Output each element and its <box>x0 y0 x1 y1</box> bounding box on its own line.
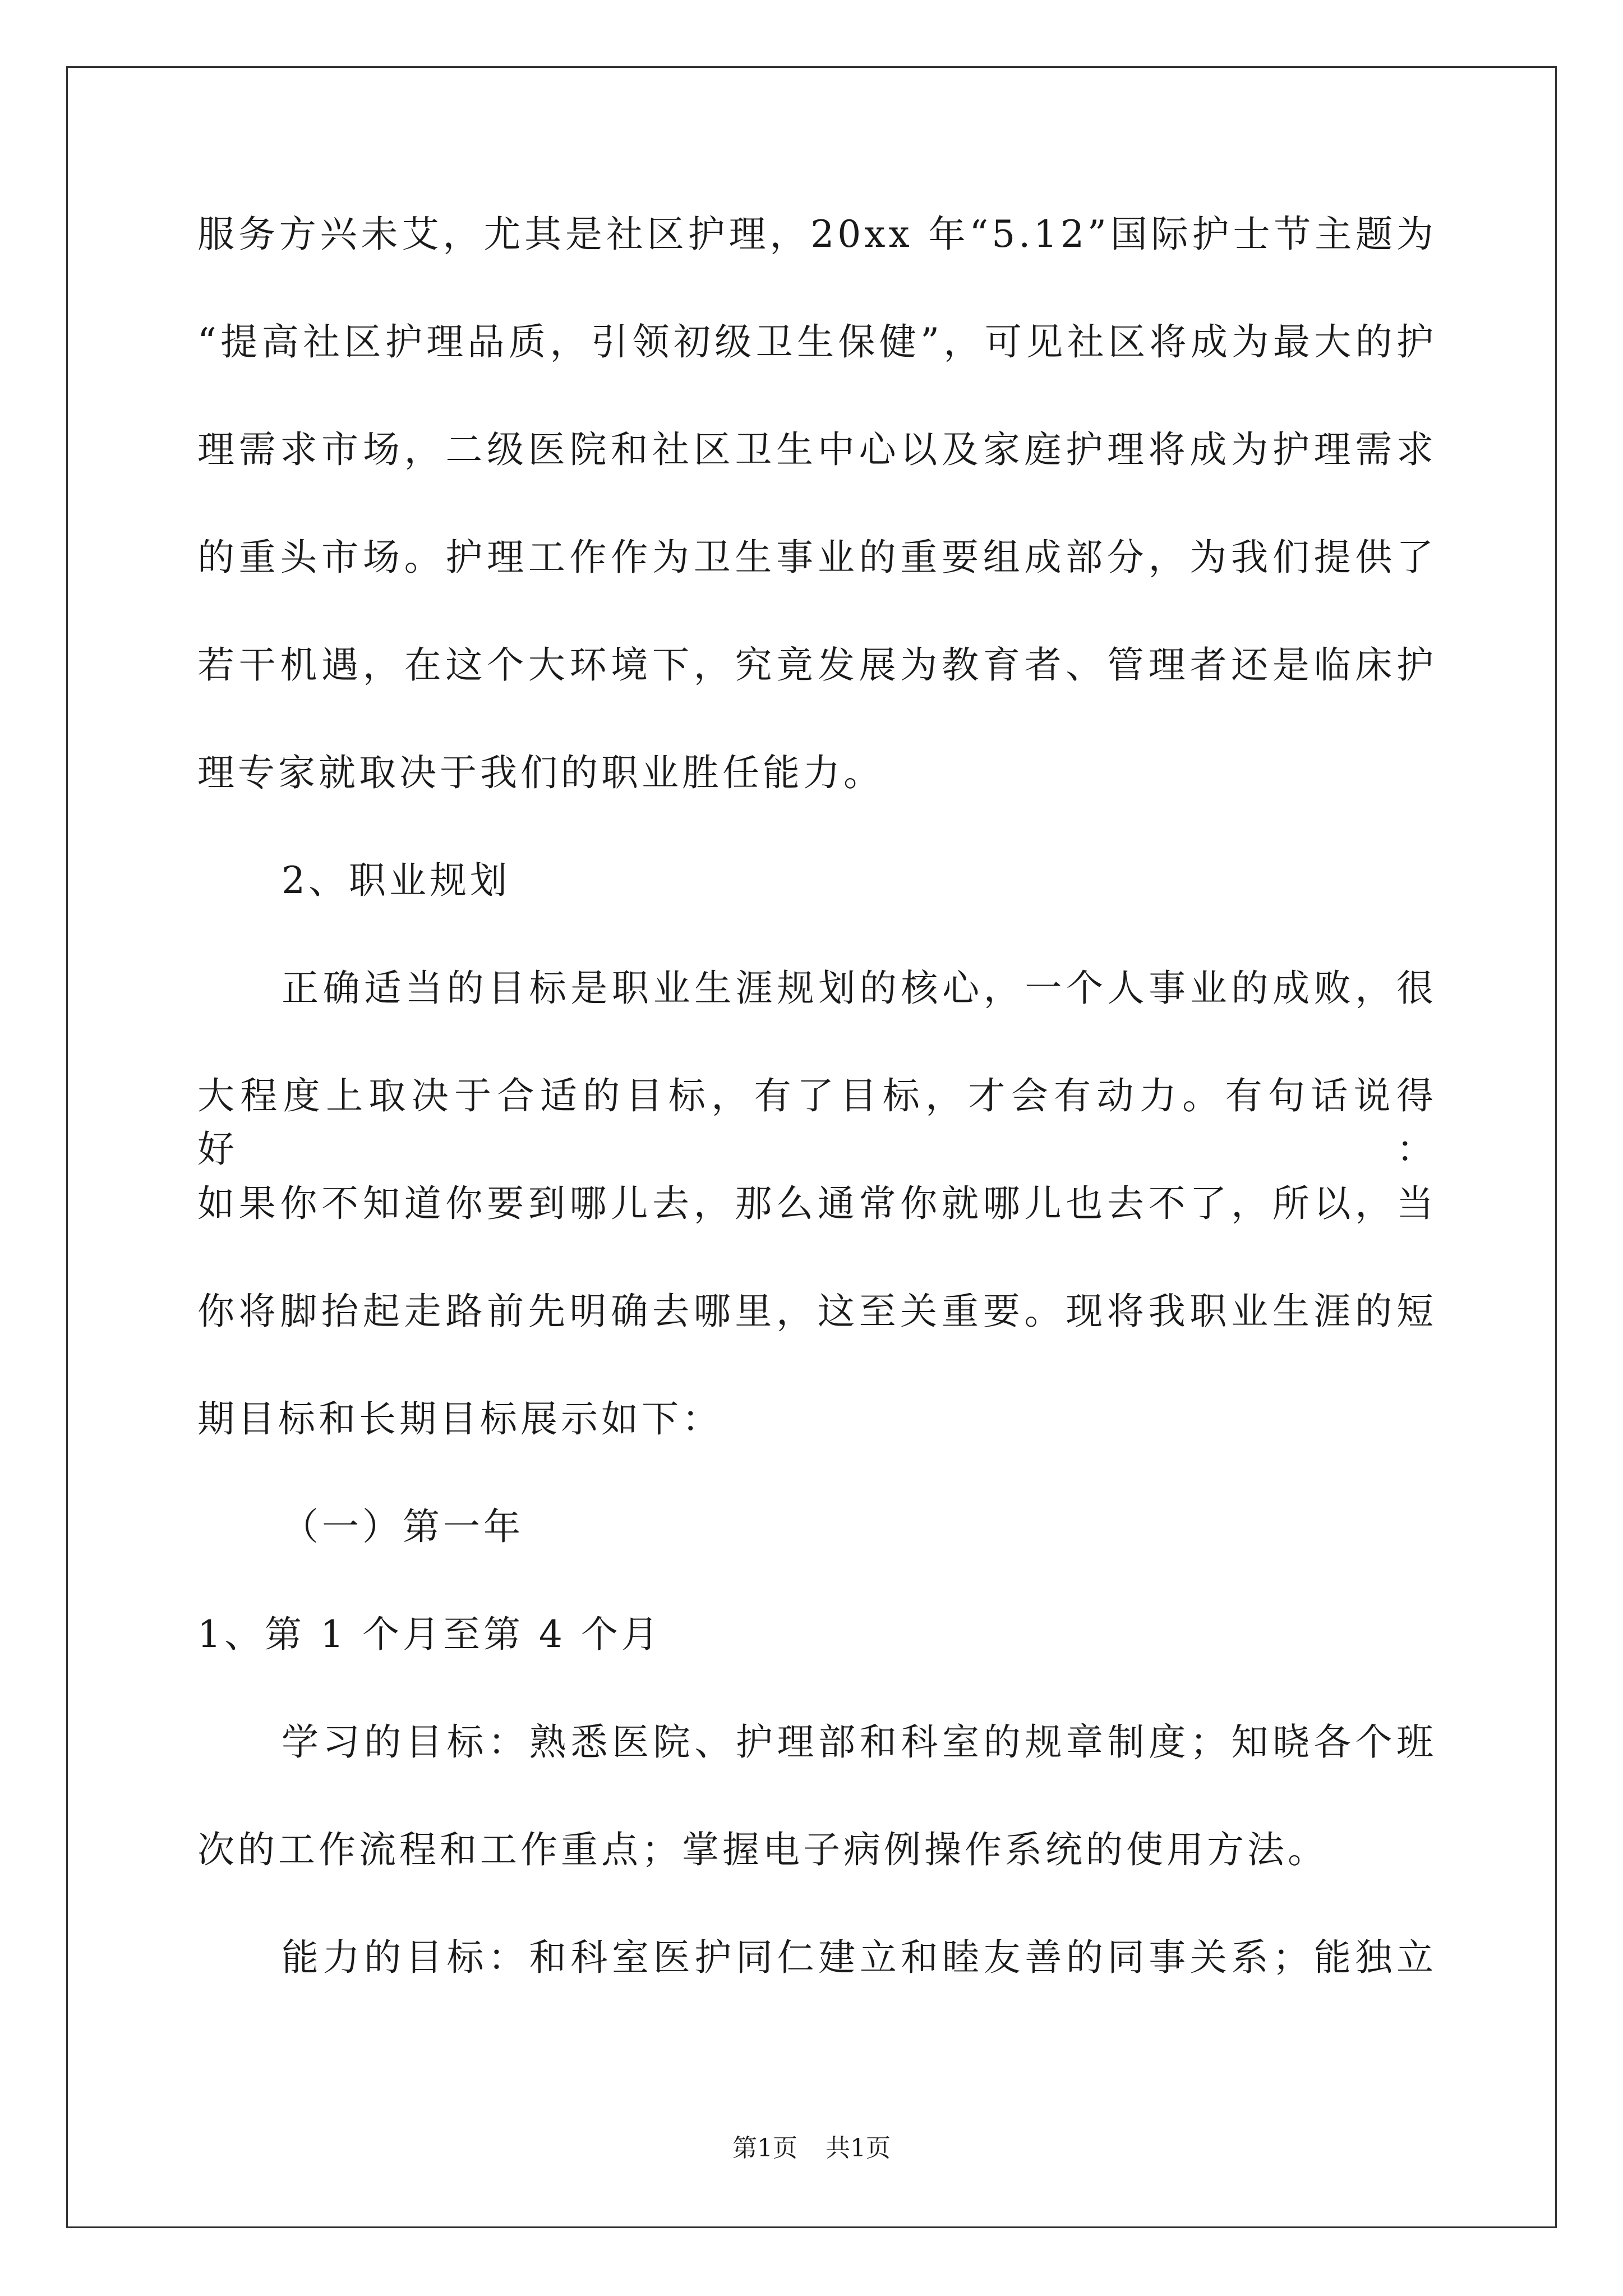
text-line: 期目标和长期目标展示如下： <box>197 1397 722 1441</box>
paragraph-start-line: 正确适当的目标是职业生涯规划的核心，一个人事业的成败，很 <box>282 967 1437 1010</box>
text-line: 大程度上取决于合适的目标，有了目标，才会有动力。有句话说得好： <box>197 1074 1437 1171</box>
section-heading: 2、职业规划 <box>282 859 510 902</box>
subsection-heading: 1、第 1 个月至第 4 个月 <box>197 1613 662 1656</box>
page-number: 第1页 <box>732 2134 797 2162</box>
page-footer <box>0 2132 1623 2165</box>
subsection-heading: （一）第一年 <box>282 1505 524 1548</box>
text-line: 你将脚抬起走路前先明确去哪里，这至关重要。现将我职业生涯的短 <box>197 1290 1437 1333</box>
text-line: 理专家就取决于我们的职业胜任能力。 <box>197 751 884 794</box>
text-line: 的重头市场。护理工作作为卫生事业的重要组成部分，为我们提供了 <box>197 536 1437 579</box>
page-total: 共1页 <box>826 2134 891 2162</box>
text-line: 如果你不知道你要到哪儿去，那么通常你就哪儿也去不了，所以，当 <box>197 1182 1437 1225</box>
document-body <box>197 208 1437 2039</box>
text-line: 次的工作流程和工作重点；掌握电子病例操作系统的使用方法。 <box>197 1828 1328 1871</box>
text-line: 服务方兴未艾，尤其是社区护理，20xx 年“5.12”国际护士节主题为 <box>197 213 1437 256</box>
text-line: 若干机遇，在这个大环境下，究竟发展为教育者、管理者还是临床护 <box>197 643 1437 687</box>
text-line: 理需求市场，二级医院和社区卫生中心以及家庭护理将成为护理需求 <box>197 428 1437 471</box>
paragraph-start-line: 学习的目标：熟悉医院、护理部和科室的规章制度；知晓各个班 <box>282 1720 1437 1764</box>
text-line: “提高社区护理品质，引领初级卫生保健”，可见社区将成为最大的护 <box>197 320 1437 364</box>
paragraph-start-line: 能力的目标：和科室医护同仁建立和睦友善的同事关系；能独立 <box>282 1936 1437 1979</box>
